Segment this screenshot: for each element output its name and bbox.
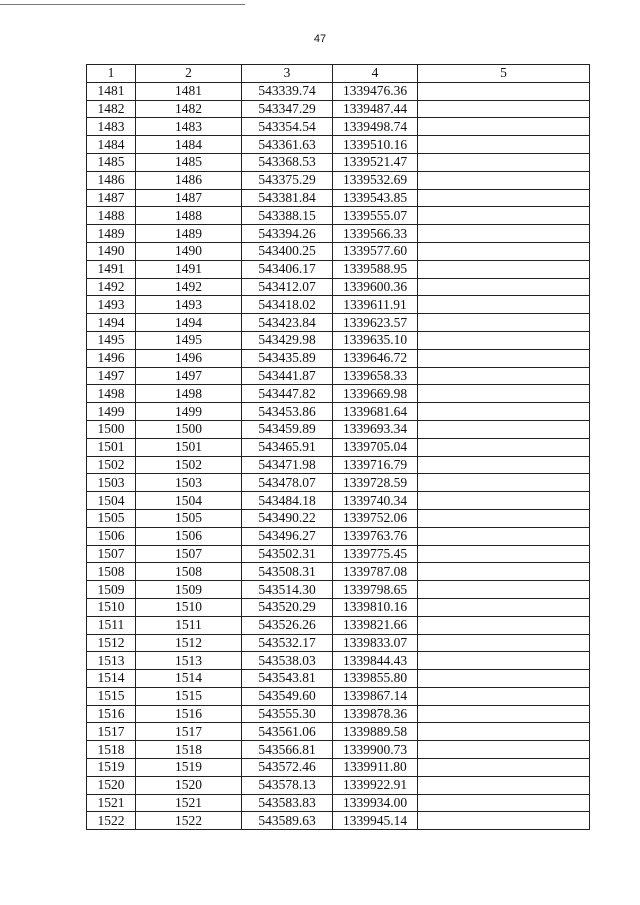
table-row (87, 189, 590, 207)
table-row (87, 314, 590, 332)
note-cell (418, 794, 590, 812)
point-id-cell: 1481 (136, 82, 242, 100)
table-row (87, 759, 590, 777)
point-number-cell: 1517 (87, 723, 136, 741)
note-cell (418, 581, 590, 599)
note-cell (418, 474, 590, 492)
y-coordinate-cell: 1339763.76 (333, 527, 418, 545)
point-number-cell: 1498 (87, 385, 136, 403)
x-coordinate-cell: 543354.54 (242, 118, 333, 136)
table-row (87, 474, 590, 492)
point-number-cell: 1497 (87, 367, 136, 385)
y-coordinate-cell: 1339611.91 (333, 296, 418, 314)
x-coordinate-cell: 543502.31 (242, 545, 333, 563)
point-id-cell: 1495 (136, 331, 242, 349)
table-row (87, 136, 590, 154)
y-coordinate-cell: 1339889.58 (333, 723, 418, 741)
x-coordinate-cell: 543429.98 (242, 331, 333, 349)
x-coordinate-cell: 543375.29 (242, 171, 333, 189)
point-number-cell: 1505 (87, 509, 136, 527)
x-coordinate-cell: 543496.27 (242, 527, 333, 545)
x-coordinate-cell: 543339.74 (242, 82, 333, 100)
note-cell (418, 759, 590, 777)
note-cell (418, 723, 590, 741)
y-coordinate-cell: 1339577.60 (333, 242, 418, 260)
y-coordinate-cell: 1339510.16 (333, 136, 418, 154)
point-number-cell: 1490 (87, 242, 136, 260)
point-number-cell: 1512 (87, 634, 136, 652)
point-id-cell: 1512 (136, 634, 242, 652)
table-row (87, 563, 590, 581)
point-number-cell: 1489 (87, 225, 136, 243)
point-id-cell: 1514 (136, 670, 242, 688)
point-number-cell: 1511 (87, 616, 136, 634)
point-id-cell: 1486 (136, 171, 242, 189)
point-number-cell: 1504 (87, 492, 136, 510)
point-id-cell: 1515 (136, 687, 242, 705)
table-row (87, 634, 590, 652)
point-id-cell: 1501 (136, 438, 242, 456)
note-cell (418, 456, 590, 474)
table-row (87, 670, 590, 688)
point-number-cell: 1487 (87, 189, 136, 207)
x-coordinate-cell: 543484.18 (242, 492, 333, 510)
point-id-cell: 1503 (136, 474, 242, 492)
y-coordinate-cell: 1339498.74 (333, 118, 418, 136)
point-id-cell: 1508 (136, 563, 242, 581)
point-number-cell: 1500 (87, 420, 136, 438)
note-cell (418, 314, 590, 332)
x-coordinate-cell: 543514.30 (242, 581, 333, 599)
table-row (87, 527, 590, 545)
y-coordinate-cell: 1339752.06 (333, 509, 418, 527)
point-id-cell: 1489 (136, 225, 242, 243)
point-number-cell: 1496 (87, 349, 136, 367)
y-coordinate-cell: 1339787.08 (333, 563, 418, 581)
y-coordinate-cell: 1339566.33 (333, 225, 418, 243)
x-coordinate-cell: 543508.31 (242, 563, 333, 581)
table-row (87, 385, 590, 403)
y-coordinate-cell: 1339855.80 (333, 670, 418, 688)
point-number-cell: 1491 (87, 260, 136, 278)
x-coordinate-cell: 543583.83 (242, 794, 333, 812)
note-cell (418, 225, 590, 243)
point-id-cell: 1500 (136, 420, 242, 438)
table-row (87, 616, 590, 634)
y-coordinate-cell: 1339878.36 (333, 705, 418, 723)
point-number-cell: 1499 (87, 403, 136, 421)
y-coordinate-cell: 1339555.07 (333, 207, 418, 225)
point-number-cell: 1488 (87, 207, 136, 225)
x-coordinate-cell: 543478.07 (242, 474, 333, 492)
x-coordinate-cell: 543400.25 (242, 242, 333, 260)
x-coordinate-cell: 543471.98 (242, 456, 333, 474)
point-number-cell: 1495 (87, 331, 136, 349)
point-number-cell: 1502 (87, 456, 136, 474)
point-id-cell: 1518 (136, 741, 242, 759)
point-id-cell: 1498 (136, 385, 242, 403)
x-coordinate-cell: 543441.87 (242, 367, 333, 385)
x-coordinate-cell: 543388.15 (242, 207, 333, 225)
note-cell (418, 331, 590, 349)
table-row (87, 100, 590, 118)
note-cell (418, 509, 590, 527)
note-cell (418, 741, 590, 759)
x-coordinate-cell: 543381.84 (242, 189, 333, 207)
x-coordinate-cell: 543532.17 (242, 634, 333, 652)
x-coordinate-cell: 543465.91 (242, 438, 333, 456)
point-id-cell: 1494 (136, 314, 242, 332)
point-id-cell: 1483 (136, 118, 242, 136)
note-cell (418, 171, 590, 189)
point-id-cell: 1511 (136, 616, 242, 634)
note-cell (418, 296, 590, 314)
point-id-cell: 1513 (136, 652, 242, 670)
column-header-3: 3 (242, 65, 333, 83)
note-cell (418, 598, 590, 616)
note-cell (418, 652, 590, 670)
note-cell (418, 616, 590, 634)
x-coordinate-cell: 543589.63 (242, 812, 333, 830)
table-row (87, 794, 590, 812)
y-coordinate-cell: 1339646.72 (333, 349, 418, 367)
point-number-cell: 1519 (87, 759, 136, 777)
point-number-cell: 1516 (87, 705, 136, 723)
note-cell (418, 118, 590, 136)
table-row (87, 403, 590, 421)
table-row (87, 723, 590, 741)
note-cell (418, 242, 590, 260)
table-row (87, 367, 590, 385)
point-id-cell: 1519 (136, 759, 242, 777)
x-coordinate-cell: 543543.81 (242, 670, 333, 688)
point-number-cell: 1483 (87, 118, 136, 136)
point-id-cell: 1482 (136, 100, 242, 118)
point-id-cell: 1510 (136, 598, 242, 616)
point-number-cell: 1484 (87, 136, 136, 154)
column-header-4: 4 (333, 65, 418, 83)
point-id-cell: 1521 (136, 794, 242, 812)
table-row (87, 581, 590, 599)
y-coordinate-cell: 1339867.14 (333, 687, 418, 705)
y-coordinate-cell: 1339934.00 (333, 794, 418, 812)
point-number-cell: 1485 (87, 153, 136, 171)
y-coordinate-cell: 1339623.57 (333, 314, 418, 332)
table-row (87, 242, 590, 260)
table-row (87, 225, 590, 243)
table-row (87, 171, 590, 189)
x-coordinate-cell: 543418.02 (242, 296, 333, 314)
point-number-cell: 1520 (87, 776, 136, 794)
point-number-cell: 1515 (87, 687, 136, 705)
y-coordinate-cell: 1339900.73 (333, 741, 418, 759)
table-row (87, 687, 590, 705)
point-id-cell: 1499 (136, 403, 242, 421)
y-coordinate-cell: 1339716.79 (333, 456, 418, 474)
table-row (87, 296, 590, 314)
y-coordinate-cell: 1339600.36 (333, 278, 418, 296)
y-coordinate-cell: 1339693.34 (333, 420, 418, 438)
table-row (87, 545, 590, 563)
note-cell (418, 403, 590, 421)
note-cell (418, 776, 590, 794)
point-number-cell: 1507 (87, 545, 136, 563)
note-cell (418, 670, 590, 688)
y-coordinate-cell: 1339740.34 (333, 492, 418, 510)
note-cell (418, 527, 590, 545)
point-number-cell: 1514 (87, 670, 136, 688)
x-coordinate-cell: 543361.63 (242, 136, 333, 154)
note-cell (418, 278, 590, 296)
note-cell (418, 634, 590, 652)
table-row (87, 812, 590, 830)
point-id-cell: 1504 (136, 492, 242, 510)
point-number-cell: 1481 (87, 82, 136, 100)
note-cell (418, 367, 590, 385)
page-number: 47 (313, 33, 327, 45)
y-coordinate-cell: 1339844.43 (333, 652, 418, 670)
x-coordinate-cell: 543435.89 (242, 349, 333, 367)
point-id-cell: 1497 (136, 367, 242, 385)
point-id-cell: 1502 (136, 456, 242, 474)
y-coordinate-cell: 1339521.47 (333, 153, 418, 171)
point-id-cell: 1493 (136, 296, 242, 314)
coordinates-table (86, 64, 590, 830)
point-id-cell: 1509 (136, 581, 242, 599)
y-coordinate-cell: 1339681.64 (333, 403, 418, 421)
note-cell (418, 492, 590, 510)
y-coordinate-cell: 1339705.04 (333, 438, 418, 456)
note-cell (418, 687, 590, 705)
point-number-cell: 1501 (87, 438, 136, 456)
y-coordinate-cell: 1339728.59 (333, 474, 418, 492)
x-coordinate-cell: 543566.81 (242, 741, 333, 759)
x-coordinate-cell: 543572.46 (242, 759, 333, 777)
y-coordinate-cell: 1339487.44 (333, 100, 418, 118)
note-cell (418, 100, 590, 118)
table-row (87, 207, 590, 225)
table-row (87, 652, 590, 670)
point-number-cell: 1509 (87, 581, 136, 599)
point-number-cell: 1494 (87, 314, 136, 332)
x-coordinate-cell: 543520.29 (242, 598, 333, 616)
y-coordinate-cell: 1339658.33 (333, 367, 418, 385)
y-coordinate-cell: 1339833.07 (333, 634, 418, 652)
point-id-cell: 1492 (136, 278, 242, 296)
table-row (87, 260, 590, 278)
x-coordinate-cell: 543447.82 (242, 385, 333, 403)
point-number-cell: 1486 (87, 171, 136, 189)
point-number-cell: 1506 (87, 527, 136, 545)
y-coordinate-cell: 1339532.69 (333, 171, 418, 189)
point-id-cell: 1516 (136, 705, 242, 723)
x-coordinate-cell: 543578.13 (242, 776, 333, 794)
point-id-cell: 1517 (136, 723, 242, 741)
note-cell (418, 545, 590, 563)
table-row (87, 776, 590, 794)
x-coordinate-cell: 543406.17 (242, 260, 333, 278)
note-cell (418, 385, 590, 403)
note-cell (418, 82, 590, 100)
table-row (87, 598, 590, 616)
y-coordinate-cell: 1339476.36 (333, 82, 418, 100)
column-header-5: 5 (418, 65, 590, 83)
x-coordinate-cell: 543347.29 (242, 100, 333, 118)
table-row (87, 509, 590, 527)
point-number-cell: 1503 (87, 474, 136, 492)
note-cell (418, 705, 590, 723)
point-id-cell: 1487 (136, 189, 242, 207)
note-cell (418, 420, 590, 438)
y-coordinate-cell: 1339945.14 (333, 812, 418, 830)
point-number-cell: 1482 (87, 100, 136, 118)
x-coordinate-cell: 543526.26 (242, 616, 333, 634)
note-cell (418, 153, 590, 171)
note-cell (418, 563, 590, 581)
table-row (87, 741, 590, 759)
table-body (87, 82, 590, 829)
table-row (87, 438, 590, 456)
y-coordinate-cell: 1339911.80 (333, 759, 418, 777)
point-id-cell: 1485 (136, 153, 242, 171)
y-coordinate-cell: 1339798.65 (333, 581, 418, 599)
table-row (87, 331, 590, 349)
table-row (87, 349, 590, 367)
table-row (87, 705, 590, 723)
note-cell (418, 207, 590, 225)
x-coordinate-cell: 543561.06 (242, 723, 333, 741)
x-coordinate-cell: 543368.53 (242, 153, 333, 171)
top-rule (0, 4, 245, 5)
y-coordinate-cell: 1339810.16 (333, 598, 418, 616)
note-cell (418, 260, 590, 278)
note-cell (418, 136, 590, 154)
point-id-cell: 1505 (136, 509, 242, 527)
x-coordinate-cell: 543423.84 (242, 314, 333, 332)
point-number-cell: 1521 (87, 794, 136, 812)
x-coordinate-cell: 543412.07 (242, 278, 333, 296)
point-id-cell: 1491 (136, 260, 242, 278)
note-cell (418, 349, 590, 367)
x-coordinate-cell: 543453.86 (242, 403, 333, 421)
x-coordinate-cell: 543555.30 (242, 705, 333, 723)
y-coordinate-cell: 1339669.98 (333, 385, 418, 403)
table-row (87, 118, 590, 136)
point-id-cell: 1496 (136, 349, 242, 367)
point-id-cell: 1522 (136, 812, 242, 830)
point-number-cell: 1522 (87, 812, 136, 830)
point-id-cell: 1507 (136, 545, 242, 563)
point-number-cell: 1493 (87, 296, 136, 314)
note-cell (418, 812, 590, 830)
y-coordinate-cell: 1339635.10 (333, 331, 418, 349)
column-header-2: 2 (136, 65, 242, 83)
note-cell (418, 438, 590, 456)
y-coordinate-cell: 1339588.95 (333, 260, 418, 278)
column-header-1: 1 (87, 65, 136, 83)
point-id-cell: 1506 (136, 527, 242, 545)
table-row (87, 82, 590, 100)
point-id-cell: 1484 (136, 136, 242, 154)
y-coordinate-cell: 1339922.91 (333, 776, 418, 794)
table-row (87, 278, 590, 296)
y-coordinate-cell: 1339775.45 (333, 545, 418, 563)
x-coordinate-cell: 543549.60 (242, 687, 333, 705)
point-number-cell: 1510 (87, 598, 136, 616)
point-id-cell: 1520 (136, 776, 242, 794)
x-coordinate-cell: 543490.22 (242, 509, 333, 527)
note-cell (418, 189, 590, 207)
table-row (87, 492, 590, 510)
point-number-cell: 1492 (87, 278, 136, 296)
y-coordinate-cell: 1339543.85 (333, 189, 418, 207)
point-number-cell: 1518 (87, 741, 136, 759)
header-row (87, 65, 590, 83)
point-id-cell: 1488 (136, 207, 242, 225)
point-number-cell: 1508 (87, 563, 136, 581)
x-coordinate-cell: 543394.26 (242, 225, 333, 243)
y-coordinate-cell: 1339821.66 (333, 616, 418, 634)
x-coordinate-cell: 543459.89 (242, 420, 333, 438)
x-coordinate-cell: 543538.03 (242, 652, 333, 670)
point-id-cell: 1490 (136, 242, 242, 260)
table-row (87, 153, 590, 171)
point-number-cell: 1513 (87, 652, 136, 670)
table-row (87, 420, 590, 438)
table-row (87, 456, 590, 474)
